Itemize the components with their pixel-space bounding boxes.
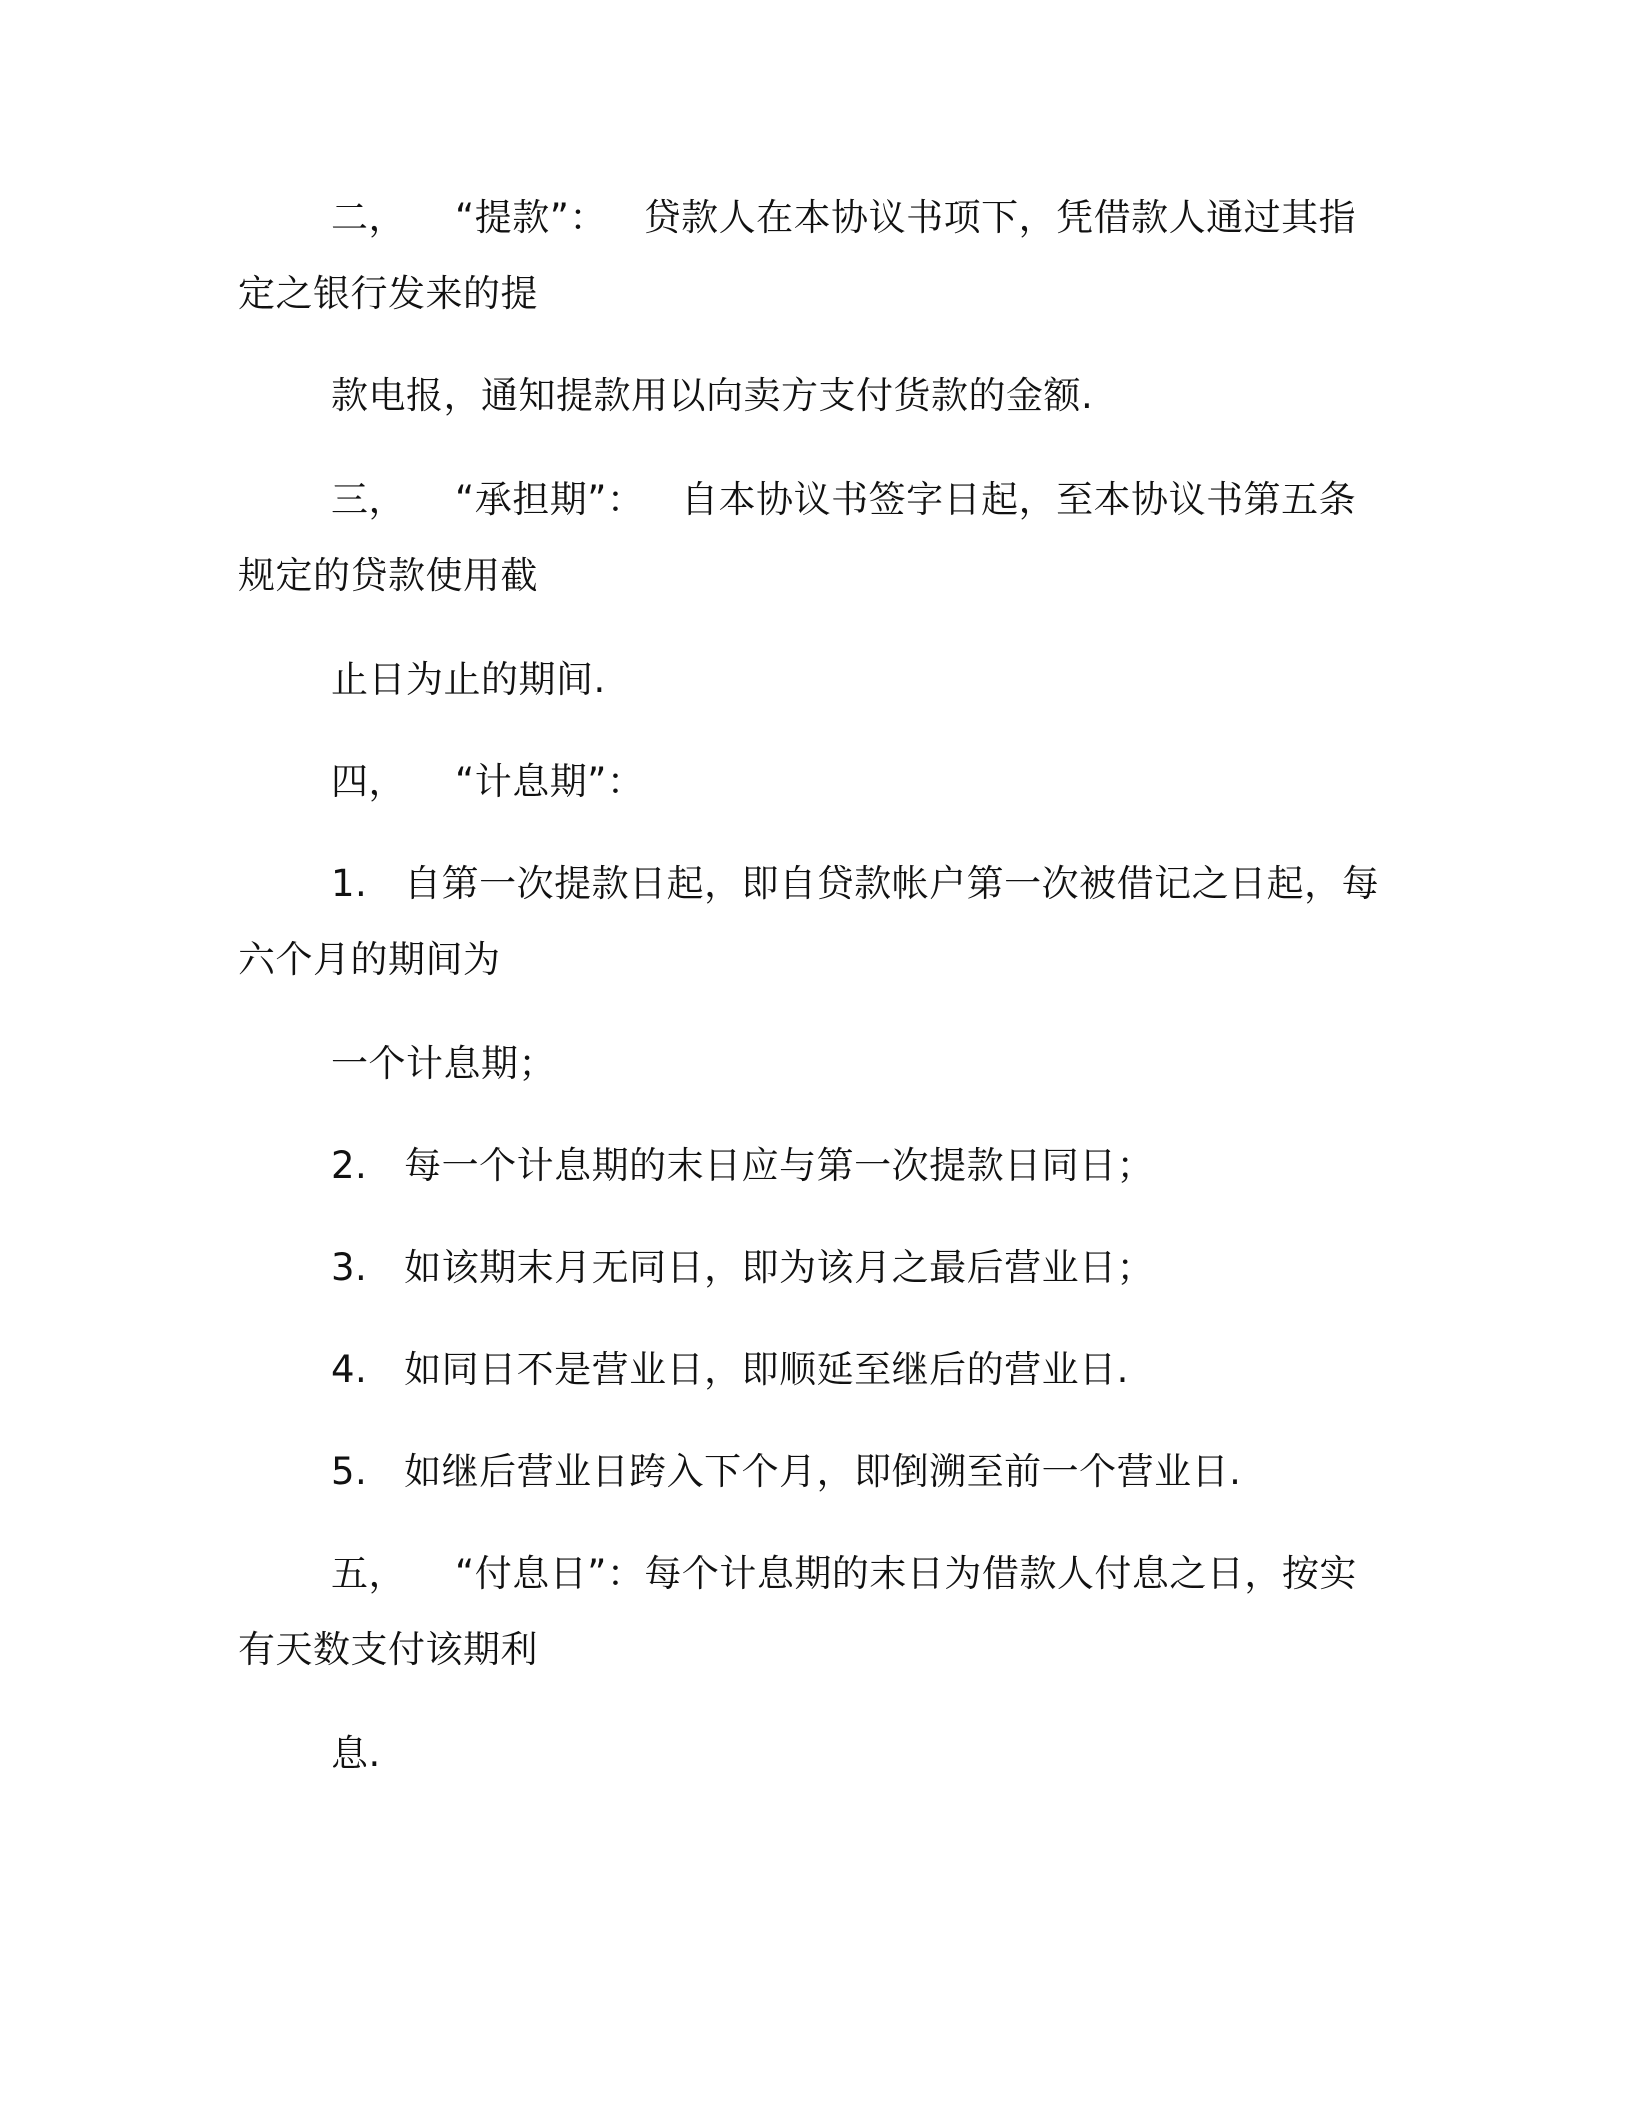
clause-4-item-1-line-1: 1. 自第一次提款日起，即自贷款帐户第一次被借记之日起，每 xyxy=(331,862,1380,905)
clause-4-item-1-line-3: 一个计息期； xyxy=(331,1042,556,1085)
clause-4-heading: 四， “计息期”： xyxy=(331,760,645,803)
clause-2-line-2: 定之银行发来的提 xyxy=(238,272,538,315)
clause-3-line-3: 止日为止的期间. xyxy=(331,658,606,701)
clause-4-item-2: 2. 每一个计息期的末日应与第一次提款日同日； xyxy=(331,1144,1155,1187)
clause-5-line-2: 有天数支付该期利 xyxy=(238,1628,538,1671)
clause-2-line-3: 款电报，通知提款用以向卖方支付货款的金额. xyxy=(331,374,1094,417)
clause-2-line-1: 二， “提款”： 贷款人在本协议书项下，凭借款人通过其指 xyxy=(331,196,1357,239)
clause-4-item-3: 3. 如该期末月无同日，即为该月之最后营业日； xyxy=(331,1246,1155,1289)
clause-4-item-1-line-2: 六个月的期间为 xyxy=(238,938,501,981)
clause-5-line-3: 息. xyxy=(331,1732,381,1775)
clause-3-line-1: 三， “承担期”： 自本协议书签字日起，至本协议书第五条 xyxy=(331,478,1357,521)
clause-4-item-4: 4. 如同日不是营业日，即顺延至继后的营业日. xyxy=(331,1348,1129,1391)
clause-3-line-2: 规定的贷款使用截 xyxy=(238,554,538,597)
clause-4-item-5: 5. 如继后营业日跨入下个月，即倒溯至前一个营业日. xyxy=(331,1450,1242,1493)
clause-5-line-1: 五， “付息日”：每个计息期的末日为借款人付息之日，按实 xyxy=(331,1552,1357,1595)
